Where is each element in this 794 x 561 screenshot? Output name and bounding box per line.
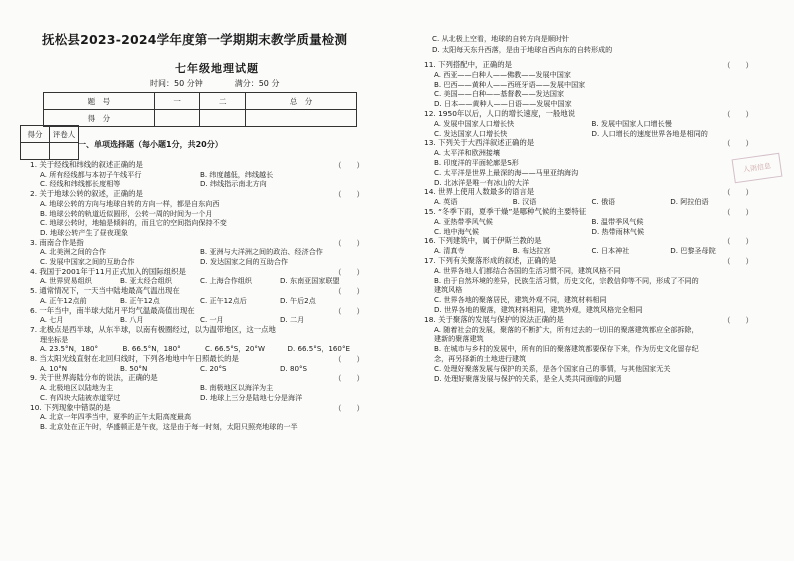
option: D. 66.5°S，160°E	[287, 344, 350, 354]
option: C. 美国——白种——基督教——发达国家	[434, 89, 565, 99]
score-cell: 总 分	[246, 93, 357, 110]
question-stem: 1. 关于经线和纬线的叙述正确的是	[30, 160, 143, 169]
answer-paren: （ ）	[723, 139, 753, 149]
option: C. 经线和纬线都长度相等	[40, 179, 121, 189]
option: 理坐标是	[40, 334, 69, 344]
option: D. 地球上三分是陆地七分是海洋	[200, 392, 303, 402]
question-stem: 13. 下列关于大西洋叙述正确的是	[424, 138, 535, 148]
option: D. 纬线指示南北方向	[200, 179, 267, 189]
option: D. 处理好聚落发展与保护的关系，是全人类共同面临的问题	[434, 373, 622, 383]
option: D. 太阳每天东升西落，是由于地球自西向东的自转形成的	[432, 45, 613, 54]
option: A. 七月	[40, 315, 64, 325]
option: B. 印度洋的平面轮廓是S形	[434, 158, 519, 167]
question-stem: 8. 当太阳光线直射在北回归线时，下列各地地中午日照最长的是	[30, 354, 239, 363]
option: A. 正午12点前	[40, 295, 87, 305]
option: A. 清真寺	[434, 246, 465, 256]
option: D. 80°S	[280, 363, 308, 373]
question-stem: 6. 一年当中，南半球大陆月平均气温最高值出现在	[30, 305, 195, 315]
answer-paren: （ ）	[334, 161, 364, 170]
option: D. 热带雨林气候	[591, 226, 645, 236]
option: A. 地球公转的方向与地球自转的方向一样，都是自东向西	[40, 198, 220, 208]
option: B. 由于自然环境的差异，民族生活习惯，历史文化，宗教信仰等不同，形成了不同的	[434, 275, 699, 285]
question-stem: 12. 1950年以后，人口的增长速度，一般地说	[424, 109, 576, 118]
answer-paren: （ ）	[723, 315, 753, 325]
option: C. 从北极上空看，地球的自转方向是顺时针	[432, 34, 570, 43]
score-cell: 题 号	[44, 93, 155, 110]
option: D. 发达国家之间的互助合作	[200, 257, 289, 266]
option: C. 上海合作组织	[200, 276, 253, 286]
question-stem: 7. 北极点是西半球，从东半球，以南有极圈经过，以为温带地区，这一点地	[30, 324, 276, 334]
question-stem: 14. 世界上使用人数最多的语言是	[424, 187, 535, 197]
answer-paren: （ ）	[334, 403, 364, 413]
ink-stamp: 人雨信息	[732, 153, 783, 183]
answer-paren: （ ）	[723, 61, 753, 70]
option: C. 世界各地的聚落居民，建筑外观不同，建筑材料相同	[434, 295, 607, 305]
option: D. 午后2点	[280, 295, 316, 305]
answer-paren: （ ）	[334, 306, 364, 316]
question-stem: 11. 下列搭配中，正确的是	[424, 60, 513, 69]
answer-paren: （ ）	[334, 355, 364, 364]
answer-paren: （ ）	[334, 190, 364, 200]
option: D. 世界各地的聚落，建筑材料相同，建筑外观，建筑风格完全相同	[434, 305, 643, 314]
grader-table	[20, 125, 79, 160]
option: B. 巴西——黄种人——西班牙语——发展中国家	[434, 79, 586, 89]
section-heading: 一、单项选择题（每小题1分，共20分）	[78, 140, 223, 149]
exam-title: 七年级地理试题	[175, 62, 259, 75]
option: B. 在城市与乡村的发展中，所有的旧的聚落建筑都要保存下来，作为历史文化留存纪	[434, 344, 699, 354]
option: B. 66.5°N，180°	[122, 344, 181, 354]
option: D. 日本——黄种人——日语——发展中国家	[434, 99, 572, 109]
answer-paren: （ ）	[723, 257, 753, 266]
option: B. 50°N	[120, 363, 148, 373]
question-stem: 3. 南南合作是指	[30, 237, 84, 247]
answer-paren: （ ）	[723, 110, 753, 119]
question-stem: 10. 下列现象中错误的是	[30, 402, 111, 412]
question-stem: 5. 通常情况下，一天当中陆地最高气温出现在	[30, 286, 180, 296]
exam-header-title: 抚松县2023-2024学年度第一学期期末教学质量检测	[42, 32, 348, 47]
score-cell: 一	[154, 93, 200, 110]
score-cell	[200, 110, 246, 127]
answer-paren: （ ）	[334, 267, 364, 277]
option: A. 发展中国家人口增长快	[434, 118, 515, 128]
option: A. 西亚——白种人——佛教——发展中国家	[434, 69, 571, 79]
option: 建新的聚落建筑	[434, 334, 484, 344]
score-cell	[154, 110, 200, 127]
answer-paren: （ ）	[334, 374, 364, 384]
question-stem: 18. 关于聚落的发展与保护的说法正确的是	[424, 314, 564, 324]
option: C. 20°S	[200, 363, 227, 373]
option: A. 亚热带季风气候	[434, 216, 493, 226]
option: C. 太平洋是世界上最深的海——马里亚纳海沟	[434, 167, 579, 177]
option: A. 英语	[434, 197, 458, 207]
option: B. 南极地区以海洋为主	[200, 383, 274, 393]
option: A. 所有经线都与本初子午线平行	[40, 169, 142, 179]
option: B. 亚太经合组织	[120, 276, 172, 286]
option: B. 正午12点	[120, 295, 160, 305]
option: A. 世界各地人们都结合各国的生活习惯不同，建筑风格不同	[434, 265, 621, 275]
question-stem: 2. 关于地球公转的叙述，正确的是	[30, 189, 143, 199]
option: D. 北冰洋是唯一有冰山的大洋	[434, 177, 530, 187]
option: A. 世界贸易组织	[40, 276, 92, 286]
question-stem: 17. 下列有关聚落形成的叙述，正确的是	[424, 256, 557, 265]
question-stem: 9. 关于世界海陆分布的说法，正确的是	[30, 373, 158, 383]
option: D. 阿拉伯语	[670, 197, 709, 207]
grader-cell	[50, 143, 79, 160]
answer-paren: （ ）	[723, 208, 753, 217]
option: C. 发达国家人口增长快	[434, 128, 508, 138]
option: D. 东南亚国家联盟	[280, 276, 340, 286]
option: B. 布达拉宫	[512, 246, 551, 256]
score-table	[43, 92, 357, 127]
option: B. 汉语	[512, 197, 537, 207]
option: C. 日本神社	[591, 246, 630, 256]
option: C. 地中海气候	[434, 226, 479, 236]
answer-paren: （ ）	[334, 238, 364, 248]
option: D. 巴黎圣母院	[670, 246, 716, 256]
option: B. 发展中国家人口增长慢	[591, 118, 672, 128]
question-stem: 4. 我国于2001年于11月正式加入的国际组织是	[30, 266, 186, 276]
option: A. 随着社会的发展，聚落的不断扩大，所有过去的一切旧的聚落建筑都应全部拆除，	[434, 324, 699, 334]
score-cell: 二	[200, 93, 246, 110]
score-cell: 得 分	[44, 110, 155, 127]
option: 念，再另择新的土地进行建筑	[434, 354, 527, 363]
question-stem: 16. 下列建筑中，属于伊斯兰教的是	[424, 236, 542, 246]
option: A. 北美洲之间的合作	[40, 247, 106, 257]
option: A. 太平洋和欧洲接壤	[434, 148, 500, 158]
option: B. 纬度越低，纬线越长	[200, 169, 274, 179]
option: D. 二月	[280, 315, 305, 325]
option: C. 地球公转时，地轴是倾斜的，而且它的空间指向保持不变	[40, 218, 227, 228]
answer-paren: （ ）	[723, 237, 753, 247]
option: C. 俄语	[591, 197, 616, 207]
option: C. 一月	[200, 315, 224, 325]
option: 建筑风格	[434, 285, 463, 295]
option: B. 亚洲与大洋洲之间的政治、经济合作	[200, 247, 323, 257]
exam-time-info: 时间：50 分钟 满分：50 分	[150, 79, 280, 88]
option: A. 北京一年四季当中，夏季的正午太阳高度最高	[40, 412, 192, 422]
question-stem: 15. “冬季下雨，夏季干燥”是哪种气候的主要特征	[424, 207, 587, 216]
option: C. 66.5°S，20°W	[205, 344, 265, 354]
option: A. 10°N	[40, 363, 68, 373]
option: B. 北京处在正午时，华盛顿正是午夜，这是由于每一时刻，太阳只照亮地球的一半	[40, 421, 298, 431]
option: B. 温带季风气候	[591, 216, 644, 226]
option: B. 八月	[120, 315, 144, 325]
answer-paren: （ ）	[334, 287, 364, 297]
option: C. 处理好聚落发展与保护的关系，是各个国家自己的事情，与其他国家无关	[434, 363, 671, 373]
grader-cell: 得分	[21, 126, 50, 143]
answer-paren: （ ）	[723, 188, 753, 198]
option: A. 北极地区以陆地为主	[40, 383, 114, 393]
option: C. 有四块大陆被赤道穿过	[40, 392, 121, 402]
grader-cell: 评卷人	[50, 126, 79, 143]
score-cell	[246, 110, 357, 127]
option: C. 发展中国家之间的互助合作	[40, 257, 135, 266]
option: D. 人口增长的速度世界各地是相同的	[591, 128, 708, 138]
grader-cell	[21, 143, 50, 160]
option: C. 正午12点后	[200, 295, 247, 305]
option: B. 地球公转的轨道近似圆形，公转一周的时间为一个月	[40, 208, 213, 218]
option: D. 地球公转产生了昼夜现象	[40, 227, 129, 237]
option: A. 23.5°N，180°	[40, 344, 99, 354]
